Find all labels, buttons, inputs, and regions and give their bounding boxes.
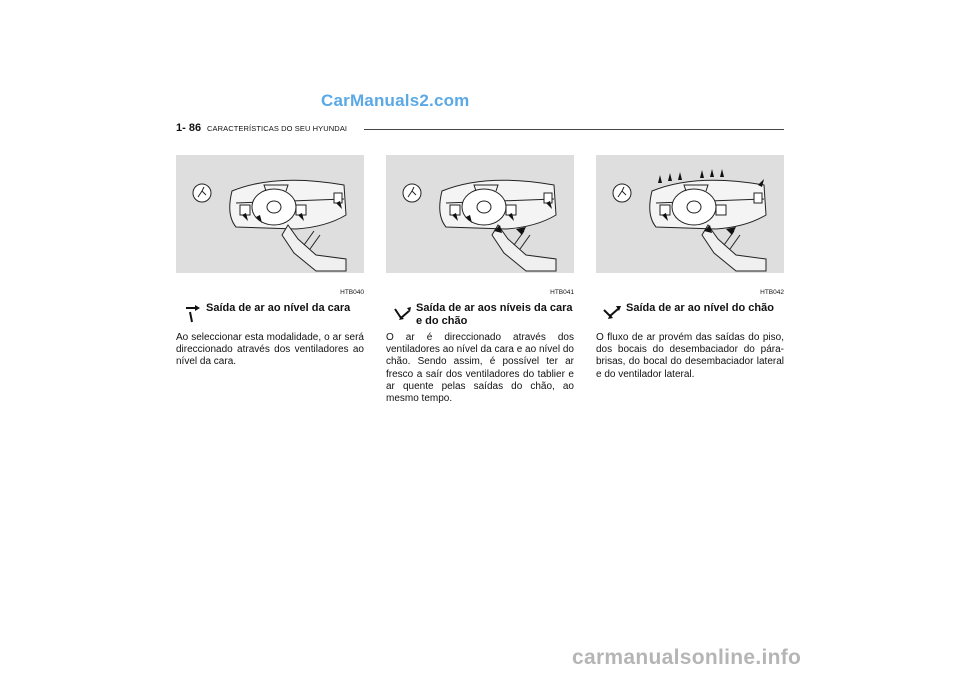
mode-heading	[176, 302, 364, 328]
mode-heading	[596, 302, 784, 328]
figure-code: HTB041	[550, 289, 574, 296]
mode-title: Saída de ar ao nível do chão	[626, 302, 774, 314]
dashboard-illustration	[596, 155, 784, 273]
figure-code: HTB042	[760, 289, 784, 296]
dashboard-figure-bi-level	[386, 155, 574, 273]
mode-column-face	[176, 155, 364, 369]
mode-description: O fluxo de ar provém das saídas do piso, dos bocais do desembaciador do pára-brisas, do bocal do desembaciador lateral e do ventilador lateral.	[596, 332, 784, 380]
dashboard-illustration	[176, 155, 364, 273]
dashboard-illustration	[386, 155, 574, 273]
mode-title: Saída de ar aos níveis da cara e do chão	[416, 302, 573, 327]
floor-mode-icon	[602, 302, 622, 324]
page-number: 1- 86	[176, 122, 202, 134]
bi-level-mode-icon	[392, 302, 412, 324]
mode-description: O ar é direccionado através dos ventiladores ao nível da cara e ao nível do chão. Sendo assim, é possível ter ar fresco a saír dos ventiladores do tablier e ar quente pelas saídas do chão, ao mesmo tempo.	[386, 332, 574, 405]
mode-heading	[386, 302, 574, 328]
mode-title: Saída de ar ao nível da cara	[206, 302, 351, 314]
section-title: CARACTERÍSTICAS DO SEU HYUNDAI	[207, 124, 348, 133]
watermark-top[interactable]: CarManuals2.com	[321, 91, 470, 110]
mode-column-bi-level	[386, 155, 574, 405]
watermark-bottom[interactable]: carmanualsonline.info	[572, 646, 802, 669]
mode-column-floor	[596, 155, 784, 381]
figure-code: HTB040	[340, 289, 364, 296]
dashboard-figure-floor	[596, 155, 784, 273]
dashboard-figure-face	[176, 155, 364, 273]
page-header	[176, 122, 784, 136]
mode-description: Ao seleccionar esta modalidade, o ar será direccionado através dos ventiladores ao nível da cara.	[176, 332, 364, 368]
face-vent-mode-icon	[182, 302, 202, 324]
header-rule	[364, 129, 784, 130]
